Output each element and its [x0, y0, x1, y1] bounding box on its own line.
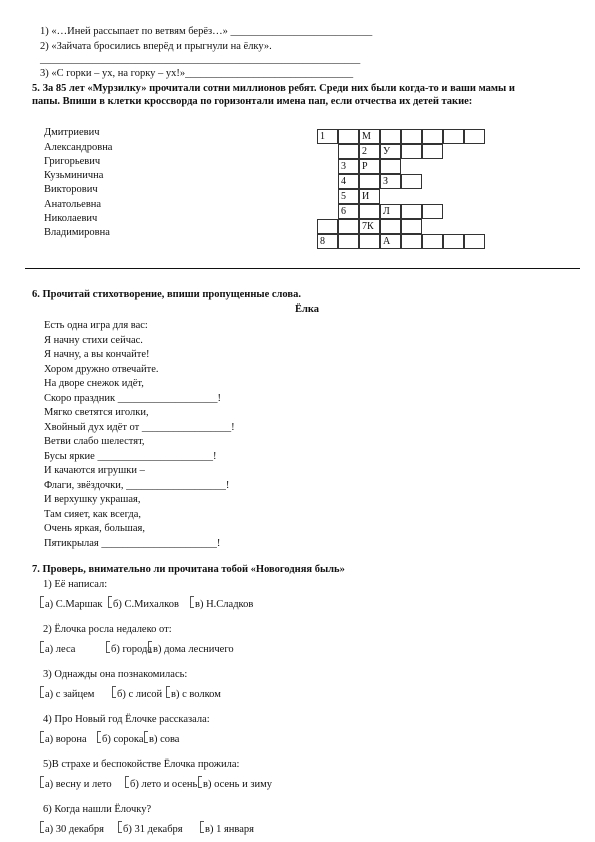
crossword-letter-cell[interactable]: И	[359, 189, 380, 204]
quiz-option-label: б) с лисой	[117, 689, 163, 700]
task5-title-line1: 5. За 85 лет «Мурзилку» прочитали сотни миллионов ребят. Среди них были когда-то и ваши мамы и	[32, 83, 515, 94]
quiz-option-label: в) дома лесничего	[153, 644, 234, 655]
crossword-cell[interactable]	[443, 234, 464, 249]
quiz-option-label: а) весну и лето	[45, 779, 112, 790]
option-checkbox-icon[interactable]	[40, 776, 44, 788]
crossword-number-cell[interactable]: 5	[338, 189, 359, 204]
option-checkbox-icon[interactable]	[125, 776, 129, 788]
quiz-option-label: а) ворона	[45, 734, 87, 745]
option-checkbox-icon[interactable]	[200, 821, 204, 833]
patronymic-item: Кузьминична	[44, 170, 104, 181]
patronymic-item: Александровна	[44, 142, 113, 153]
crossword-cell[interactable]	[401, 204, 422, 219]
crossword-cell[interactable]	[464, 129, 485, 144]
task7-title: 7. Проверь, внимательно ли прочитана тобой «Новогодняя быль»	[32, 564, 345, 575]
quiz-option-label: а) с зайцем	[45, 689, 95, 700]
crossword-cell[interactable]	[422, 129, 443, 144]
option-checkbox-icon[interactable]	[40, 596, 44, 608]
quiz-option[interactable]	[40, 641, 75, 656]
crossword-number-cell[interactable]: 1	[317, 129, 338, 144]
crossword-cell[interactable]	[338, 144, 359, 159]
quiz-option-label: б) 31 декабря	[123, 824, 183, 835]
crossword-number-cell[interactable]: 3	[338, 159, 359, 174]
quiz-option-label: в) 1 января	[205, 824, 254, 835]
quiz-question: 5)В страхе и беспокойстве Ёлочка прожила:	[43, 759, 240, 770]
option-checkbox-icon[interactable]	[97, 731, 101, 743]
crossword-cell[interactable]	[464, 234, 485, 249]
poem-line: Хвойный дух идёт от _________________!	[44, 421, 235, 433]
option-checkbox-icon[interactable]	[40, 686, 44, 698]
quiz-question: 4) Про Новый год Ёлочке рассказала:	[43, 714, 210, 725]
poem-line: Флаги, звёздочки, ___________________!	[44, 479, 230, 491]
quiz-option[interactable]	[40, 731, 87, 746]
crossword-cell[interactable]	[359, 234, 380, 249]
crossword-letter-cell[interactable]: А	[380, 234, 401, 249]
quiz-question: 6) Когда нашли Ёлочку?	[43, 804, 152, 815]
option-checkbox-icon[interactable]	[40, 731, 44, 743]
poem-line: Мягко светятся иголки,	[44, 407, 149, 418]
quiz-option-label: в) Н.Сладков	[195, 599, 254, 610]
crossword-number-cell[interactable]: 2	[359, 144, 380, 159]
poem-line: И верхушку украшая,	[44, 494, 141, 505]
crossword-cell[interactable]	[422, 144, 443, 159]
crossword-cell[interactable]	[401, 234, 422, 249]
option-checkbox-icon[interactable]	[112, 686, 116, 698]
crossword-cell[interactable]	[338, 234, 359, 249]
option-checkbox-icon[interactable]	[148, 641, 152, 653]
patronymic-item: Дмитриевич	[44, 127, 100, 138]
quiz-option-label: б) города	[111, 644, 152, 655]
option-checkbox-icon[interactable]	[166, 686, 170, 698]
poem-line: Хором дружно отвечайте.	[44, 363, 159, 375]
item-2-answer-line[interactable]: _____________________________________________________________	[40, 54, 361, 65]
item-3: 3) «С горки – ух, на горку – ух!»________________________________	[40, 68, 354, 79]
crossword-cell[interactable]	[359, 174, 380, 189]
quiz-option[interactable]	[144, 731, 179, 746]
crossword-cell[interactable]	[422, 234, 443, 249]
poem-line: Я начну, а вы кончайте!	[44, 349, 150, 360]
crossword-letter-cell[interactable]: У	[380, 144, 401, 159]
quiz-option[interactable]	[166, 686, 221, 701]
patronymic-item: Анатольевна	[44, 199, 102, 210]
quiz-option[interactable]	[198, 776, 272, 791]
quiz-option[interactable]	[40, 821, 104, 836]
crossword-letter-cell[interactable]: Л	[380, 204, 401, 219]
patronymic-item: Владимировна	[44, 227, 110, 238]
quiz-option-label: а) леса	[45, 644, 76, 655]
quiz-option-label: в) сова	[149, 734, 180, 745]
quiz-option-label: в) с волком	[171, 689, 221, 700]
quiz-option-label: б) лето и осень	[130, 779, 198, 790]
quiz-option[interactable]	[112, 686, 162, 701]
crossword-number-cell[interactable]: 6	[338, 204, 359, 219]
section-divider	[25, 268, 580, 269]
poem-title: Ёлка	[295, 304, 320, 315]
poem-line: Пятикрылая ______________________!	[44, 537, 221, 549]
quiz-question: 2) Ёлочка росла недалеко от:	[43, 624, 172, 635]
crossword-number-cell[interactable]: 7К	[359, 219, 380, 234]
patronymic-item: Григорьевич	[44, 156, 101, 167]
quiz-option-label: а) 30 декабря	[45, 824, 104, 835]
poem-line: Я начну стихи сейчас.	[44, 334, 143, 346]
option-checkbox-icon[interactable]	[108, 596, 112, 608]
option-checkbox-icon[interactable]	[40, 641, 44, 653]
option-checkbox-icon[interactable]	[118, 821, 122, 833]
poem-line: Бусы яркие ______________________!	[44, 450, 217, 462]
quiz-option-label: б) сорока	[102, 734, 144, 745]
task5-title-line2: папы. Впиши в клетки кроссворда по горизонтали имена пап, если отчества их детей такие:	[32, 96, 473, 107]
option-checkbox-icon[interactable]	[198, 776, 202, 788]
poem-line: На дворе снежок идёт,	[44, 378, 144, 389]
item-2: 2) «Зайчата бросились вперёд и прыгнули на ёлку».	[40, 41, 272, 52]
crossword-cell[interactable]	[380, 129, 401, 144]
quiz-option[interactable]	[200, 821, 254, 836]
quiz-option[interactable]	[118, 821, 183, 836]
quiz-question: 1) Её написал:	[43, 579, 108, 590]
quiz-option[interactable]	[190, 596, 253, 611]
crossword-cell[interactable]	[401, 174, 422, 189]
quiz-option[interactable]	[40, 596, 103, 611]
quiz-option-label: а) С.Маршак	[45, 599, 103, 610]
crossword-cell[interactable]	[401, 219, 422, 234]
crossword-number-cell[interactable]: 8	[317, 234, 338, 249]
crossword-cell[interactable]	[338, 129, 359, 144]
option-checkbox-icon[interactable]	[106, 641, 110, 653]
quiz-option[interactable]	[106, 641, 152, 656]
crossword-cell[interactable]	[443, 129, 464, 144]
option-checkbox-icon[interactable]	[190, 596, 194, 608]
quiz-question: 3) Однажды она познакомилась:	[43, 669, 188, 680]
poem-line: Есть одна игра для вас:	[44, 320, 148, 331]
crossword-letter-cell[interactable]: З	[380, 174, 401, 189]
poem-line: Ветви слабо шелестят,	[44, 436, 145, 447]
quiz-option[interactable]	[108, 596, 179, 611]
crossword-cell[interactable]	[380, 219, 401, 234]
patronymic-item: Николаевич	[44, 213, 98, 224]
quiz-option[interactable]	[40, 686, 94, 701]
task6-title: 6. Прочитай стихотворение, впиши пропущенные слова.	[32, 289, 301, 300]
crossword-cell[interactable]	[317, 219, 338, 234]
crossword-cell[interactable]	[422, 204, 443, 219]
quiz-option-label: в) осень и зиму	[203, 779, 272, 790]
quiz-option-label: б) С.Михалков	[113, 599, 179, 610]
crossword-number-cell[interactable]: 4	[338, 174, 359, 189]
quiz-option[interactable]	[40, 776, 112, 791]
crossword-cell[interactable]	[359, 204, 380, 219]
option-checkbox-icon[interactable]	[144, 731, 148, 743]
quiz-option[interactable]	[97, 731, 143, 746]
quiz-option[interactable]	[125, 776, 197, 791]
poem-line: Скоро праздник ___________________!	[44, 392, 221, 404]
crossword-cell[interactable]	[338, 219, 359, 234]
patronymic-item: Викторович	[44, 184, 98, 195]
option-checkbox-icon[interactable]	[40, 821, 44, 833]
poem-line: Очень яркая, большая,	[44, 523, 146, 534]
quiz-option[interactable]	[148, 641, 234, 656]
crossword-cell[interactable]	[401, 129, 422, 144]
crossword-cell[interactable]	[380, 159, 401, 174]
crossword-cell[interactable]	[401, 144, 422, 159]
crossword-letter-cell[interactable]: М	[359, 129, 380, 144]
item-1: 1) «…Иней рассыпает по ветвям берёз…» ___________________________	[40, 26, 373, 37]
poem-line: И качаются игрушки –	[44, 465, 145, 476]
poem-line: Там сияет, как всегда,	[44, 508, 141, 520]
crossword-letter-cell[interactable]: Р	[359, 159, 380, 174]
